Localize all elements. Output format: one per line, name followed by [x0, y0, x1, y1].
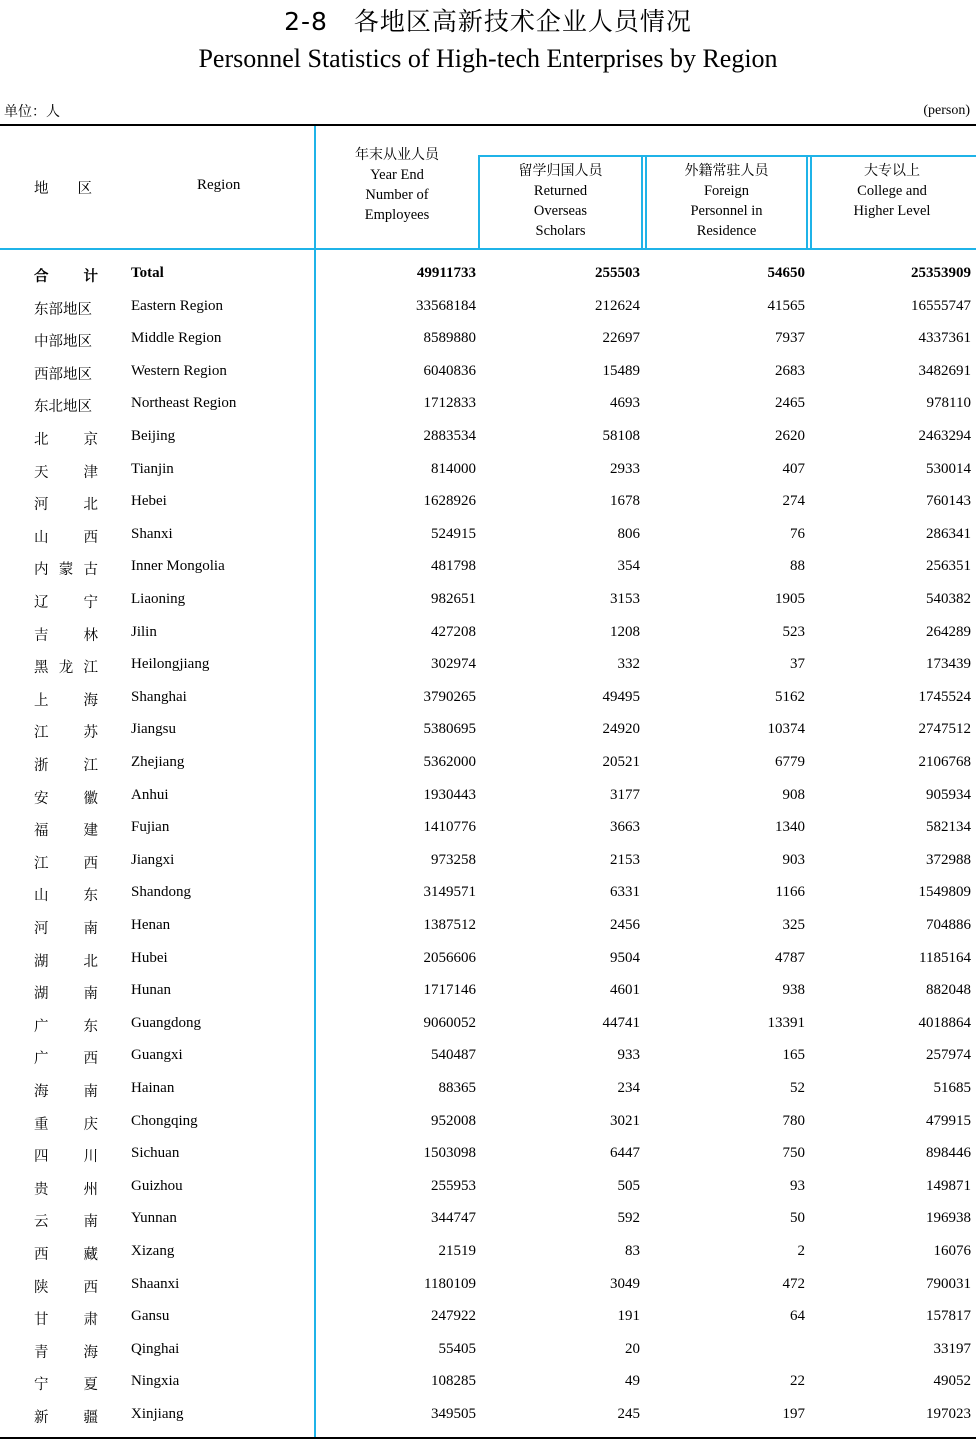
unit-label-cn: 单位：人 — [4, 104, 60, 120]
cell-employees: 973258 — [431, 851, 476, 868]
region-name-cn: 西部地区 — [34, 366, 92, 383]
cell-college: 704886 — [926, 917, 971, 933]
cell-employees: 21519 — [438, 1243, 476, 1259]
cell-returned: 255503 — [595, 265, 640, 281]
cell-returned: 234 — [617, 1080, 640, 1096]
region-name-cn: 东部地区 — [34, 301, 92, 318]
region-name-en: Zhejiang — [131, 754, 185, 770]
cell-foreign: 41565 — [767, 297, 805, 314]
cell-college: 196938 — [926, 1210, 971, 1227]
region-name-cn: 重庆 — [34, 1116, 98, 1133]
table-row — [0, 721, 976, 753]
region-name-en: Beijing — [131, 428, 176, 444]
region-name-en: Guangdong — [131, 1014, 201, 1031]
table-row — [0, 1406, 976, 1438]
region-name-en: Henan — [131, 917, 171, 933]
cell-foreign: 64 — [790, 1308, 805, 1325]
cell-employees: 3790265 — [423, 688, 476, 705]
region-name-cn: 河北 — [34, 497, 98, 514]
region-name-en: Shandong — [131, 884, 191, 901]
table-row — [0, 526, 976, 558]
header-college-en2: Higher Level — [853, 203, 931, 219]
cell-returned: 212624 — [595, 297, 640, 314]
region-name-en: Yunnan — [131, 1210, 177, 1227]
cell-employees: 55405 — [438, 1340, 476, 1357]
table-row — [0, 493, 976, 525]
region-name-en: Hebei — [131, 493, 167, 510]
cell-foreign: 10374 — [767, 721, 805, 738]
table-row — [0, 428, 976, 460]
cell-returned: 6331 — [610, 884, 640, 901]
region-name-en: Guangxi — [131, 1047, 183, 1064]
region-name-cn: 江苏 — [34, 725, 98, 742]
subcolumn-divider-4 — [806, 155, 808, 248]
region-name-en: Xizang — [131, 1243, 175, 1259]
header-foreign-en1: Foreign — [703, 183, 750, 199]
cell-employees: 1628926 — [423, 493, 476, 510]
header-college — [812, 161, 972, 221]
cell-employees: 2883534 — [423, 428, 476, 444]
cell-employees: 1410776 — [423, 819, 476, 836]
table-row — [0, 754, 976, 786]
header-employees-en1: Year End — [370, 167, 424, 183]
cell-foreign: 50 — [790, 1210, 805, 1227]
region-name-cn: 陕西 — [34, 1279, 98, 1296]
cell-foreign: 2620 — [775, 428, 805, 444]
region-name-cn: 天津 — [34, 464, 98, 481]
cell-foreign: 274 — [782, 493, 805, 510]
cell-foreign: 4787 — [775, 949, 805, 966]
region-name-cn: 山西 — [34, 529, 98, 546]
region-name-cn: 新疆 — [34, 1410, 98, 1426]
header-returned-en1: Returned — [533, 183, 588, 199]
table-row — [0, 395, 976, 427]
cell-foreign: 903 — [782, 851, 805, 868]
cell-foreign: 908 — [782, 786, 805, 803]
cell-foreign: 2 — [797, 1243, 805, 1259]
region-name-en: Sichuan — [131, 1145, 180, 1162]
region-name-cn: 云南 — [34, 1214, 98, 1231]
cell-employees: 5362000 — [423, 754, 476, 770]
region-name-en: Ningxia — [131, 1373, 180, 1390]
cell-college: 4018864 — [918, 1014, 971, 1031]
region-name-cn: 四川 — [34, 1149, 98, 1166]
cell-returned: 22697 — [602, 330, 640, 347]
cell-returned: 1208 — [610, 623, 640, 640]
cell-returned: 933 — [617, 1047, 640, 1064]
cell-returned: 354 — [617, 558, 640, 575]
cell-employees: 33568184 — [416, 297, 476, 314]
table-row — [0, 1341, 976, 1373]
header-bottom-rule — [0, 248, 976, 250]
region-name-cn: 中部地区 — [34, 334, 92, 351]
cell-college: 2463294 — [918, 428, 971, 444]
region-name-en: Middle Region — [131, 330, 222, 347]
region-name-en: Hunan — [131, 982, 171, 999]
cell-returned: 9504 — [610, 949, 640, 966]
header-region-en: Region — [197, 177, 241, 193]
cell-returned: 592 — [617, 1210, 640, 1227]
cell-college: 2106768 — [918, 754, 971, 770]
table-row — [0, 1178, 976, 1210]
region-name-en: Jiangxi — [131, 851, 175, 868]
cell-college: 264289 — [926, 623, 971, 640]
table-row — [0, 558, 976, 590]
cell-foreign: 523 — [782, 623, 805, 640]
region-name-cn: 浙江 — [34, 758, 98, 774]
cell-employees: 49911733 — [416, 265, 476, 281]
cell-foreign: 1905 — [775, 591, 805, 607]
cell-foreign: 6779 — [775, 754, 805, 770]
cell-foreign: 1166 — [775, 884, 805, 901]
cell-college: 905934 — [926, 786, 971, 803]
region-name-en: Shanghai — [131, 688, 187, 705]
region-name-cn: 湖南 — [34, 986, 98, 1003]
region-name-en: Tianjin — [131, 460, 174, 477]
region-name-cn: 山东 — [34, 888, 98, 905]
cell-foreign: 54650 — [767, 265, 805, 281]
cell-returned: 245 — [617, 1406, 640, 1422]
cell-college: 257974 — [926, 1047, 971, 1064]
cell-college: 286341 — [926, 525, 971, 542]
cell-college: 790031 — [926, 1275, 971, 1292]
cell-returned: 3177 — [610, 786, 640, 803]
region-name-cn: 福建 — [34, 823, 98, 840]
cell-employees: 6040836 — [423, 362, 476, 379]
region-name-cn: 安徽 — [34, 790, 98, 807]
cell-college: 3482691 — [918, 362, 971, 379]
header-region-cn: 地 区 — [34, 181, 92, 197]
cell-college: 16076 — [933, 1243, 971, 1259]
cell-foreign: 2683 — [775, 362, 805, 379]
cell-employees: 524915 — [431, 525, 476, 542]
cell-foreign: 325 — [782, 917, 805, 933]
cell-foreign: 1340 — [775, 819, 805, 836]
cell-college: 760143 — [926, 493, 971, 510]
header-foreign-en2: Personnel in — [690, 203, 763, 219]
cell-employees: 952008 — [431, 1112, 476, 1129]
cell-returned: 49 — [625, 1373, 640, 1390]
cell-employees: 3149571 — [423, 884, 476, 901]
page-title-cn: 2-8 各地区高新技术企业人员情况 — [284, 7, 692, 36]
cell-employees: 255953 — [431, 1177, 476, 1194]
table-row-total — [0, 265, 976, 297]
table-row — [0, 1308, 976, 1340]
region-name-en: Shanxi — [131, 525, 173, 542]
header-employees-en2: Number of — [365, 187, 429, 203]
table-row — [0, 591, 976, 623]
region-name-en: Shaanxi — [131, 1275, 180, 1292]
table-row — [0, 819, 976, 851]
header-employees — [316, 145, 478, 225]
table-row — [0, 363, 976, 395]
cell-returned: 2153 — [610, 851, 640, 868]
cell-college: 256351 — [926, 558, 971, 575]
region-name-cn: 黑龙江 — [34, 660, 98, 677]
region-name-cn: 西藏 — [34, 1247, 98, 1263]
cell-employees: 2056606 — [423, 949, 476, 966]
cell-foreign: 2465 — [775, 395, 805, 412]
cell-returned: 15489 — [602, 362, 640, 379]
region-name-en: Inner Mongolia — [131, 558, 225, 575]
cell-returned: 806 — [617, 525, 640, 542]
region-name-cn: 湖北 — [34, 953, 98, 970]
cell-foreign: 88 — [790, 558, 805, 575]
region-name-en: Jilin — [131, 623, 157, 640]
header-foreign-en3: Residence — [696, 223, 757, 239]
region-name-en: Eastern Region — [131, 297, 224, 314]
cell-returned: 83 — [625, 1243, 640, 1259]
header-employees-cn: 年末从业人员 — [355, 147, 439, 163]
cell-returned: 191 — [617, 1308, 640, 1325]
region-name-cn: 辽宁 — [34, 595, 98, 611]
table-row — [0, 1210, 976, 1242]
cell-college: 25353909 — [911, 265, 971, 281]
region-name-en: Anhui — [131, 786, 169, 803]
cell-returned: 49495 — [602, 688, 640, 705]
cell-returned: 332 — [617, 656, 640, 673]
region-name-cn: 甘肃 — [34, 1312, 98, 1329]
region-name-cn: 上海 — [34, 692, 98, 709]
cell-college: 1549809 — [918, 884, 971, 901]
cell-college: 2747512 — [918, 721, 971, 738]
cell-returned: 20 — [625, 1340, 640, 1357]
table-row — [0, 1113, 976, 1145]
table-top-rule — [0, 124, 976, 126]
cell-college: 51685 — [933, 1080, 971, 1096]
table-row — [0, 1145, 976, 1177]
cell-foreign: 165 — [782, 1047, 805, 1064]
region-name-en: Xinjiang — [131, 1406, 184, 1422]
region-name-cn: 海南 — [34, 1084, 98, 1100]
header-returned-en2: Overseas — [533, 203, 588, 219]
unit-label-en: (person) — [923, 103, 970, 118]
cell-employees: 9060052 — [423, 1014, 476, 1031]
cell-college: 149871 — [926, 1177, 971, 1194]
cell-employees: 814000 — [431, 460, 476, 477]
table-row — [0, 1243, 976, 1275]
cell-college: 898446 — [926, 1145, 971, 1162]
cell-college: 16555747 — [911, 297, 971, 314]
table-row — [0, 689, 976, 721]
region-name-en: Guizhou — [131, 1177, 183, 1194]
cell-employees: 344747 — [431, 1210, 476, 1227]
cell-returned: 58108 — [602, 428, 640, 444]
header-college-cn: 大专以上 — [864, 163, 920, 179]
cell-employees: 88365 — [438, 1080, 476, 1096]
subcolumn-divider-2 — [641, 155, 643, 248]
cell-returned: 505 — [617, 1177, 640, 1194]
cell-foreign: 7937 — [775, 330, 805, 347]
table-row — [0, 982, 976, 1014]
region-name-en: Fujian — [131, 819, 170, 836]
cell-foreign: 93 — [790, 1177, 805, 1194]
cell-foreign: 197 — [782, 1406, 805, 1422]
cell-foreign: 22 — [790, 1373, 805, 1390]
table-row — [0, 1047, 976, 1079]
region-name-en: Qinghai — [131, 1340, 180, 1357]
region-name-en: Gansu — [131, 1308, 170, 1325]
cell-employees: 982651 — [431, 591, 476, 607]
cell-returned: 3663 — [610, 819, 640, 836]
cell-college: 882048 — [926, 982, 971, 999]
cell-returned: 6447 — [610, 1145, 640, 1162]
region-name-cn: 宁夏 — [34, 1377, 98, 1394]
cell-foreign: 76 — [790, 525, 805, 542]
cell-returned: 3153 — [610, 591, 640, 607]
cell-college: 4337361 — [918, 330, 971, 347]
cell-employees: 108285 — [431, 1373, 476, 1390]
cell-employees: 247922 — [431, 1308, 476, 1325]
header-returned-cn: 留学归国人员 — [518, 163, 603, 179]
cell-returned: 44741 — [602, 1014, 640, 1031]
cell-foreign: 780 — [782, 1112, 805, 1129]
cell-employees: 1930443 — [423, 786, 476, 803]
cell-employees: 302974 — [431, 656, 476, 673]
cell-college: 197023 — [926, 1406, 971, 1422]
header-employees-en3: Employees — [364, 207, 430, 223]
cell-college: 479915 — [926, 1112, 971, 1129]
cell-college: 372988 — [926, 851, 971, 868]
cell-returned: 4601 — [610, 982, 640, 999]
table-row — [0, 917, 976, 949]
header-college-en1: College and — [857, 183, 927, 199]
table-row — [0, 950, 976, 982]
table-row — [0, 656, 976, 688]
region-name-cn: 江西 — [34, 855, 98, 872]
cell-college: 978110 — [926, 395, 971, 412]
region-name-cn: 广东 — [34, 1018, 98, 1035]
cell-foreign: 13391 — [767, 1014, 805, 1031]
region-name-en: Northeast Region — [131, 395, 237, 412]
cell-college: 49052 — [933, 1373, 971, 1390]
cell-foreign: 37 — [790, 656, 805, 673]
cell-employees: 427208 — [431, 623, 476, 640]
cell-returned: 2456 — [610, 917, 640, 933]
cell-college: 157817 — [926, 1308, 971, 1325]
cell-college: 1745524 — [918, 688, 971, 705]
region-name-en: Hainan — [131, 1080, 175, 1096]
table-row — [0, 1015, 976, 1047]
table-row — [0, 787, 976, 819]
region-name-cn: 吉林 — [34, 627, 98, 644]
cell-employees: 481798 — [431, 558, 476, 575]
cell-returned: 4693 — [610, 395, 640, 412]
region-name-cn: 河南 — [34, 921, 98, 937]
cell-employees: 1717146 — [423, 982, 476, 999]
header-foreign — [647, 161, 806, 241]
region-name-en: Chongqing — [131, 1112, 198, 1129]
cell-college: 1185164 — [919, 949, 971, 966]
region-name-cn: 北京 — [34, 432, 98, 448]
region-name-cn: 青海 — [34, 1344, 98, 1361]
table-row — [0, 330, 976, 362]
table-row — [0, 852, 976, 884]
table-row — [0, 624, 976, 656]
header-foreign-cn: 外籍常驻人员 — [684, 163, 769, 179]
table-row — [0, 1373, 976, 1405]
region-name-cn: 东北地区 — [34, 399, 92, 416]
cell-college: 540382 — [926, 591, 971, 607]
cell-returned: 1678 — [610, 493, 640, 510]
region-name-en: Total — [131, 265, 164, 281]
cell-employees: 540487 — [431, 1047, 476, 1064]
cell-employees: 5380695 — [423, 721, 476, 738]
table-row — [0, 1080, 976, 1112]
cell-foreign: 5162 — [775, 688, 805, 705]
table-row — [0, 298, 976, 330]
cell-foreign: 407 — [782, 460, 805, 477]
region-name-en: Western Region — [131, 362, 227, 379]
region-name-en: Liaoning — [131, 591, 186, 607]
region-name-cn: 合计 — [34, 269, 98, 285]
region-name-cn: 广西 — [34, 1051, 98, 1068]
cell-college: 173439 — [926, 656, 971, 673]
region-name-en: Jiangsu — [131, 721, 176, 738]
region-name-en: Heilongjiang — [131, 656, 210, 673]
cell-foreign: 938 — [782, 982, 805, 999]
cell-returned: 3021 — [610, 1112, 640, 1129]
cell-foreign: 472 — [782, 1275, 805, 1292]
region-name-en: Hubei — [131, 949, 168, 966]
cell-college: 530014 — [926, 460, 971, 477]
cell-returned: 24920 — [602, 721, 640, 738]
cell-employees: 1387512 — [423, 917, 476, 933]
cell-returned: 2933 — [610, 460, 640, 477]
region-name-cn: 贵州 — [34, 1181, 98, 1198]
header-returned-en3: Scholars — [535, 223, 586, 239]
page-title-en: Personnel Statistics of High-tech Enterprises by Region — [198, 44, 778, 73]
cell-employees: 1712833 — [423, 395, 476, 412]
cell-employees: 8589880 — [423, 330, 476, 347]
cell-college: 33197 — [933, 1340, 971, 1357]
table-row — [0, 884, 976, 916]
table-row — [0, 1276, 976, 1308]
cell-foreign: 52 — [790, 1080, 805, 1096]
cell-returned: 20521 — [602, 754, 640, 770]
cell-returned: 3049 — [610, 1275, 640, 1292]
cell-employees: 1180109 — [424, 1275, 476, 1292]
cell-foreign: 750 — [782, 1145, 805, 1162]
table-row — [0, 461, 976, 493]
cell-employees: 1503098 — [423, 1145, 476, 1162]
region-name-cn: 内蒙古 — [34, 562, 98, 579]
cell-college: 582134 — [926, 819, 971, 836]
subheader-rule — [478, 155, 976, 157]
cell-employees: 349505 — [431, 1406, 476, 1422]
header-returned — [480, 161, 641, 241]
